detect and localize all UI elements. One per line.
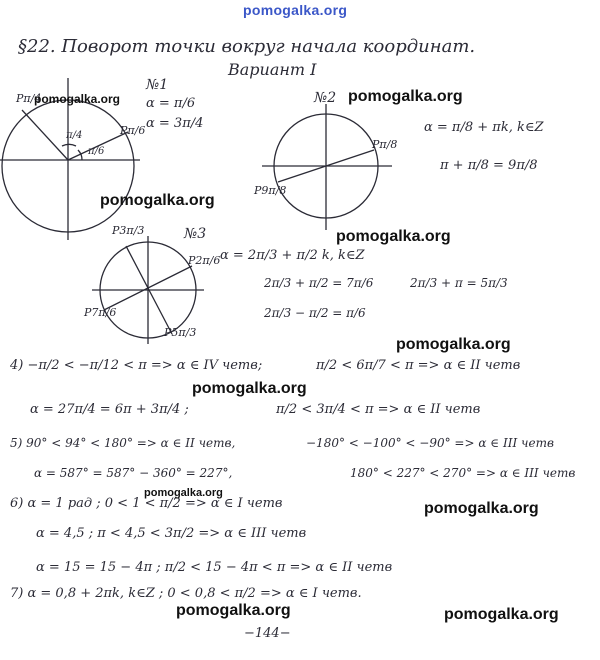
figure-2-unit-circle [262, 104, 392, 230]
watermark[interactable]: pomogalka.org [34, 92, 121, 106]
task4-line-2: α = 27π/4 = 6π + 3π/4 ; [30, 402, 189, 417]
task4-line-2b: π/2 < 3π/4 < π => α ∈ II четв [276, 402, 481, 417]
watermark[interactable]: pomogalka.org [336, 228, 451, 245]
task5-line-2b: 180° < 227° < 270° => α ∈ III четв [350, 466, 576, 480]
task4-line-1: 4) −π/2 < −π/12 < π => α ∈ IV четв; [10, 358, 263, 373]
task3-formula-4: 2π/3 + π = 5π/3 [410, 276, 508, 290]
task3-formula-1: α = 2π/3 + π/2 k, k∈Z [220, 248, 365, 263]
task3-point-bottom: P5π/3 [164, 326, 197, 339]
task5-line-1b: −180° < −100° < −90° => α ∈ III четв [306, 436, 554, 450]
task1-angle-1: α = π/6 [146, 96, 196, 111]
watermark[interactable]: pomogalka.org [176, 602, 291, 619]
section-title: §22. Поворот точки вокруг начала координат. [18, 36, 476, 57]
task3-number: №3 [184, 226, 207, 242]
watermark[interactable]: pomogalka.org [396, 336, 511, 353]
task1-number: №1 [146, 77, 169, 93]
watermark[interactable]: pomogalka.org [424, 500, 539, 517]
task7-line-1: 7) α = 0,8 + 2πk, k∈Z ; 0 < 0,8 < π/2 => α ∈ I четв. [10, 586, 362, 601]
task2-number: №2 [314, 90, 337, 106]
task1-point-label: Pπ/4 [16, 92, 42, 105]
variant-label: Вариант I [228, 60, 317, 79]
task1-point-label-2: Pπ/6 [120, 124, 146, 137]
task3-point-left: P7π/6 [84, 306, 117, 319]
task3-point-top: P3π/3 [112, 224, 145, 237]
task4-line-1b: π/2 < 6π/7 < π => α ∈ II четв [316, 358, 521, 373]
task3-point-right: P2π/6 [188, 254, 221, 267]
task1-arc-label-1: π/4 [66, 130, 83, 141]
top-watermark[interactable]: pomogalka.org [243, 2, 348, 18]
task2-point-bottom: P9π/8 [254, 184, 287, 197]
task1-arc-label-2: π/6 [88, 146, 105, 157]
watermark[interactable]: pomogalka.org [144, 487, 223, 499]
watermark[interactable]: pomogalka.org [100, 192, 215, 209]
task1-angle-2: α = 3π/4 [146, 116, 204, 131]
watermark[interactable]: pomogalka.org [444, 606, 559, 623]
page-number: −144− [244, 626, 291, 641]
watermark[interactable]: pomogalka.org [192, 380, 307, 397]
task3-formula-3: 2π/3 − π/2 = π/6 [264, 306, 366, 320]
task2-formula-1: α = π/8 + πk, k∈Z [424, 120, 544, 135]
watermark[interactable]: pomogalka.org [348, 88, 463, 105]
task6-line-3: α = 15 = 15 − 4π ; π/2 < 15 − 4π < π => α ∈ II четв [36, 560, 393, 575]
task5-line-2: α = 587° = 587° − 360° = 227°, [34, 466, 233, 480]
figure-1-ray-3pi4 [22, 110, 68, 160]
task2-formula-2: π + π/8 = 9π/8 [440, 158, 538, 173]
task2-point-top: Pπ/8 [372, 138, 398, 151]
task6-line-1: 6) α = 1 рад ; 0 < 1 < π/2 => α ∈ I четв [10, 496, 283, 511]
task6-line-2: α = 4,5 ; π < 4,5 < 3π/2 => α ∈ III четв [36, 526, 307, 541]
task5-line-1: 5) 90° < 94° < 180° => α ∈ II четв, [10, 436, 236, 450]
task3-formula-2: 2π/3 + π/2 = 7π/6 [264, 276, 374, 290]
figure-1-arc-top [62, 144, 76, 146]
